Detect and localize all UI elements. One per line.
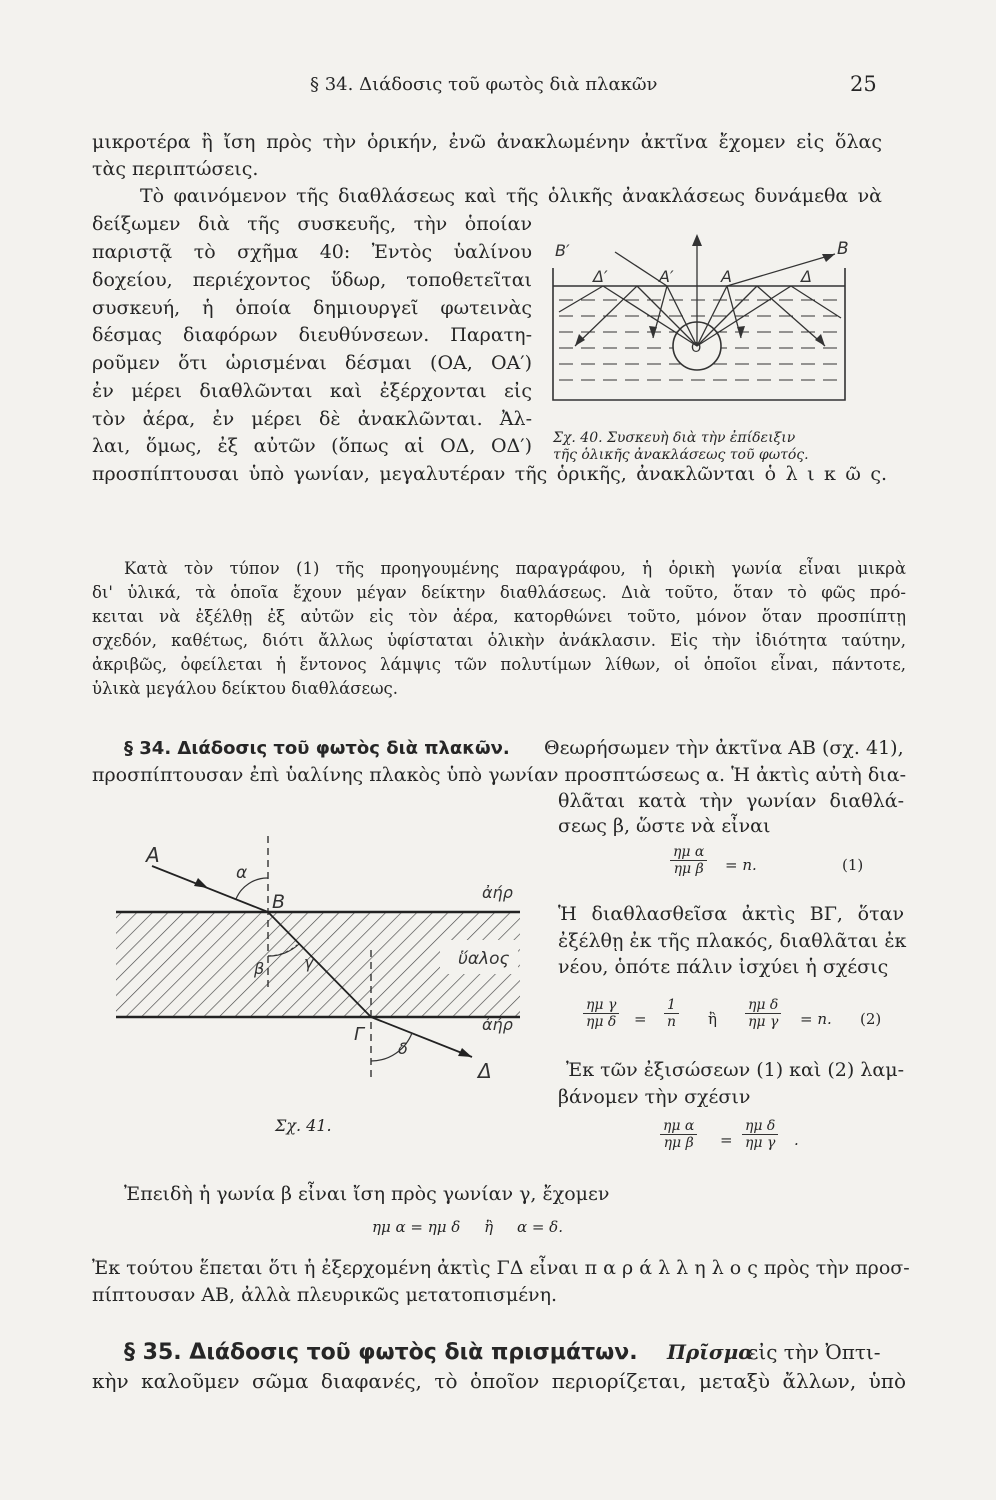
section-34-title: § 34. Διάδοσις τοῦ φωτὸς διὰ πλακῶν. <box>124 738 510 759</box>
eq2-numerator-1: ημ γ <box>583 997 619 1014</box>
eq3-numerator-2: ημ δ <box>742 1118 778 1135</box>
eq2-numerator-2: 1 <box>664 997 679 1014</box>
eq1-tag: (1) <box>842 856 864 874</box>
incident-ray <box>152 866 268 912</box>
fig41-label: Δ <box>478 1059 492 1082</box>
text-line: Ἡ διαθλασθεῖσα ἀκτὶς ΒΓ, ὅταν <box>558 903 904 925</box>
text-line: ἐν μέρει διαθλῶνται καὶ ἐξέρχονται εἰς <box>92 380 532 402</box>
text-line: νέου, ὁπότε πάλιν ἰσχύει ἡ σχέσις <box>558 956 889 978</box>
text-line: λαι, ὅμως, ἐξ αὐτῶν (ὅπως αἱ ΟΔ, ΟΔ′) <box>92 435 532 457</box>
eq2-tag: (2) <box>860 1010 882 1028</box>
text-line: Ἐπειδὴ ἡ γωνία β εἶναι ἴση πρὸς γωνίαν γ, ἔχομεν <box>124 1183 610 1205</box>
fig41-label: δ <box>398 1039 408 1058</box>
fig40-label: Δ <box>801 267 812 286</box>
equation-2-fraction <box>664 997 679 1030</box>
equation-2-fraction <box>745 997 781 1030</box>
fig41-label: ὕαλος <box>458 949 510 969</box>
figure-40-caption: Σχ. 40. Συσκευὴ διὰ τὴν ἐπίδειξιν <box>553 430 796 446</box>
text-line: δοχείου, περιέχοντος ὕδωρ, τοποθετεῖται <box>92 269 532 291</box>
fig41-label: Γ <box>354 1024 365 1045</box>
text-line: βάνομεν τὴν σχέσιν <box>558 1086 751 1108</box>
figure-41-diagram <box>108 832 528 1082</box>
eq3-end: . <box>794 1131 799 1149</box>
eq3-equals: = <box>720 1131 733 1149</box>
eq2-denominator-3: ημ γ <box>748 1014 779 1030</box>
fig41-label: γ <box>304 953 314 972</box>
eq2-equals: = <box>634 1010 647 1028</box>
eq2-denominator-2: n <box>667 1014 677 1030</box>
equation-3-fraction <box>742 1118 778 1151</box>
eq2-rhs: = n. <box>800 1010 832 1028</box>
section-35-term: Πρῖσμα <box>667 1340 754 1364</box>
fig40-label: Δ′ <box>593 267 608 286</box>
page-number: 25 <box>850 72 877 96</box>
text-line: ροῦμεν ὅτι ὡρισμέναι δέσμαι (ΟΑ, ΟΑ′) <box>92 352 532 374</box>
fig41-label: Α <box>146 843 160 867</box>
eq3-denominator-1: ημ β <box>663 1135 694 1151</box>
text-line: παριστᾷ τὸ σχῆμα 40: Ἐντὸς ὑαλίνου <box>92 241 532 263</box>
text-line: κὴν καλοῦμεν σῶμα διαφανές, τὸ ὁποῖον περιορίζεται, μεταξὺ ἄλλων, ὑπὸ <box>92 1369 906 1393</box>
text-line: δείξωμεν διὰ τῆς συσκευῆς, τὴν ὁποίαν <box>92 213 532 235</box>
text-line: σχεδόν, καθέτως, διότι ἄλλως ὑφίσταται ὁλικὴν ἀνάκλασιν. Εἰς τὴν ἰδιότητα ταύτην, <box>92 631 906 650</box>
eq2-numerator-3: ημ δ <box>745 997 781 1014</box>
figure-40-diagram <box>545 228 865 413</box>
eq3-numerator-1: ημ α <box>660 1118 697 1135</box>
equation-4: ημ α = ημ δ ἢ α = δ. <box>372 1218 563 1236</box>
text-line: τὸν ἀέρα, ἐν μέρει δὲ ἀνακλῶνται. Ἀλ- <box>92 408 532 430</box>
fig41-label: ἀήρ <box>482 883 513 902</box>
eq2-denominator-1: ημ δ <box>586 1014 617 1030</box>
text-line: μικροτέρα ἢ ἴση πρὸς τὴν ὁρικήν, ἐνῶ ἀνακλωμένην ἀκτῖνα ἔχομεν εἰς ὅλας <box>92 131 882 153</box>
fig40-label: B′ <box>555 241 570 260</box>
text-line: θλᾶται κατὰ τὴν γωνίαν διαθλά- <box>558 790 904 812</box>
text-line: ἀκριβῶς, ὀφείλεται ἡ ἔντονος λάμψις τῶν πολυτίμων λίθων, οἱ ὁποῖοι εἶναι, πάντοτε, <box>92 655 906 674</box>
text-line: σεως β, ὥστε νὰ εἶναι <box>558 815 771 837</box>
text-line: Ἐκ τῶν ἐξισώσεων (1) καὶ (2) λαμ- <box>566 1059 904 1081</box>
fig40-label: B <box>837 239 849 259</box>
eq2-or: ἢ <box>708 1010 717 1028</box>
fig41-label: α <box>236 863 248 883</box>
text-line: ἐξέλθῃ ἐκ τῆς πλακός, διαθλᾶται ἐκ <box>558 930 907 952</box>
fig40-label: A <box>721 267 732 286</box>
text-line: Ἐκ τούτου ἕπεται ὅτι ἡ ἐξερχομένη ἀκτὶς ΓΔ εἶναι π α ρ ά λ λ η λ ο ς πρὸς τὴν προσ- <box>92 1257 910 1279</box>
eq1-denominator: ημ β <box>673 861 704 877</box>
figure-40-caption: τῆς ὁλικῆς ἀνακλάσεως τοῦ φωτός. <box>553 447 809 463</box>
fig40-label: A′ <box>659 267 674 286</box>
text-line: ὑλικὰ μεγάλου δείκτου διαθλάσεως. <box>92 679 399 698</box>
equation-1-fraction <box>670 844 707 877</box>
equation-3-fraction <box>660 1118 697 1151</box>
text-line: κειται νὰ ἐξέλθῃ ἐξ αὐτῶν εἰς τὸν ἀέρα, κατορθώνει τοῦτο, μόνον ὅταν προσπίπτῃ <box>92 607 906 626</box>
text-line: προσπίπτουσαι ὑπὸ γωνίαν, μεγαλυτέραν τῆς ὁρικῆς, ἀνακλῶνται ὁ λ ι κ ῶ ς. <box>92 463 887 485</box>
section-35-title: § 35. Διάδοσις τοῦ φωτὸς διὰ πρισμάτων. <box>124 1340 638 1365</box>
text-line: συσκευή, ἡ ὁποία δημιουργεῖ φωτεινὰς <box>92 297 532 319</box>
text-line: Κατὰ τὸν τύπον (1) τῆς προηγουμένης παραγράφου, ἡ ὁρικὴ γωνία εἶναι μικρὰ <box>124 559 906 578</box>
text-line: δι' ὑλικά, τὰ ὁποῖα ἔχουν μέγαν δείκτην διαθλάσεως. Διὰ τοῦτο, ὅταν τὸ φῶς πρό- <box>92 583 906 602</box>
figure-41-caption: Σχ. 41. <box>275 1116 332 1135</box>
fig40-label: O <box>691 341 702 356</box>
text-line: δέσμας διαφόρων διευθύνσεων. Παρατη- <box>92 324 532 346</box>
text-line: Θεωρήσωμεν τὴν ἀκτῖνα ΑΒ (σχ. 41), <box>544 737 904 759</box>
text-line: Τὸ φαινόμενον τῆς διαθλάσεως καὶ τῆς ὁλικῆς ἀνακλάσεως δυνάμεθα νὰ <box>140 185 882 207</box>
text-line: πίπτουσαν ΑΒ, ἀλλὰ πλευρικῶς μετατοπισμένη. <box>92 1284 558 1306</box>
emergent-ray <box>371 1017 472 1057</box>
eq1-rhs: = n. <box>725 856 757 874</box>
eq3-denominator-2: ημ γ <box>745 1135 776 1151</box>
running-title: § 34. Διάδοσις τοῦ φωτὸς διὰ πλακῶν <box>310 74 658 95</box>
text-line: εἰς τὴν Ὀπτι- <box>748 1340 881 1364</box>
equation-2-fraction <box>583 997 619 1030</box>
fig41-label: Β <box>272 891 286 913</box>
fig41-label: ἀήρ <box>482 1015 513 1034</box>
text-line: τὰς περιπτώσεις. <box>92 158 259 180</box>
text-line: προσπίπτουσαν ἐπὶ ὑαλίνης πλακὸς ὑπὸ γωνίαν προσπτώσεως α. Ἡ ἀκτὶς αὐτὴ δια- <box>92 764 906 786</box>
fig41-label: β <box>254 959 265 978</box>
eq1-numerator: ημ α <box>670 844 707 861</box>
